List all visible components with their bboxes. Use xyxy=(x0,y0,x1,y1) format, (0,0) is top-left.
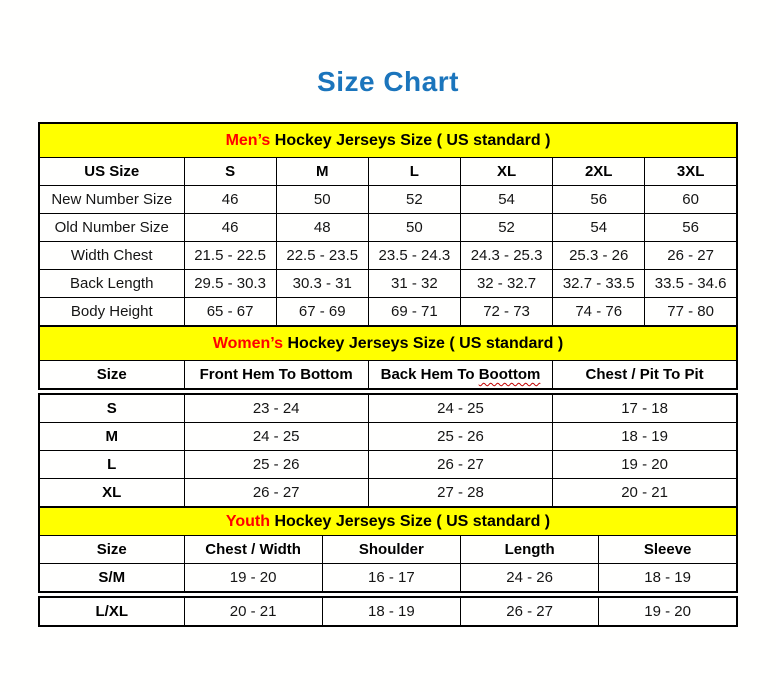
value-cell: 56 xyxy=(645,214,737,242)
row-label-cell: XL xyxy=(39,479,184,508)
column-header-cell: Sleeve xyxy=(599,536,737,564)
value-cell: 54 xyxy=(553,214,645,242)
value-cell: 23.5 - 24.3 xyxy=(368,242,460,270)
row-label-cell: S xyxy=(39,394,184,423)
section-youth-sizes xyxy=(38,506,738,627)
men-size-table xyxy=(38,122,738,327)
section-banner-row xyxy=(39,123,737,158)
youth-size-table xyxy=(38,506,738,593)
value-cell: 72 - 73 xyxy=(460,298,552,327)
column-header-cell: US Size xyxy=(39,158,184,186)
value-cell: 18 - 19 xyxy=(322,597,460,626)
table-row xyxy=(39,451,737,479)
column-header-cell: 3XL xyxy=(645,158,737,186)
section-banner-row xyxy=(39,507,737,536)
table-row xyxy=(39,186,737,214)
value-cell: 32 - 32.7 xyxy=(460,270,552,298)
value-cell: 21.5 - 22.5 xyxy=(184,242,276,270)
value-cell: 26 - 27 xyxy=(461,597,599,626)
row-label-cell: L/XL xyxy=(39,597,184,626)
value-cell: 67 - 69 xyxy=(276,298,368,327)
value-cell: 24.3 - 25.3 xyxy=(460,242,552,270)
column-header-cell: L xyxy=(368,158,460,186)
value-cell: 22.5 - 23.5 xyxy=(276,242,368,270)
banner-highlight-text: Men’s xyxy=(225,131,271,149)
value-cell: 18 - 19 xyxy=(553,423,737,451)
banner-text: Hockey Jerseys Size ( US standard ) xyxy=(283,334,564,352)
column-header-cell: S xyxy=(184,158,276,186)
row-label-cell: Width Chest xyxy=(39,242,184,270)
value-cell: 18 - 19 xyxy=(599,564,737,593)
page-title: Size Chart xyxy=(317,66,459,97)
table-row xyxy=(39,214,737,242)
women-section-banner xyxy=(39,326,737,361)
table-row xyxy=(39,242,737,270)
column-header-cell: Length xyxy=(461,536,599,564)
value-cell: 30.3 - 31 xyxy=(276,270,368,298)
value-cell: 24 - 25 xyxy=(184,423,368,451)
value-cell: 46 xyxy=(184,186,276,214)
column-header-cell: XL xyxy=(460,158,552,186)
value-cell: 48 xyxy=(276,214,368,242)
value-cell: 25.3 - 26 xyxy=(553,242,645,270)
value-cell: 17 - 18 xyxy=(553,394,737,423)
men-section-banner xyxy=(39,123,737,158)
column-header-cell: Front Hem To Bottom xyxy=(184,361,368,390)
table-row xyxy=(39,298,737,327)
value-cell: 25 - 26 xyxy=(184,451,368,479)
column-header-cell: Chest / Width xyxy=(184,536,322,564)
value-cell: 74 - 76 xyxy=(553,298,645,327)
row-label-cell: S/M xyxy=(39,564,184,593)
value-cell: 16 - 17 xyxy=(322,564,460,593)
misspelled-word-spellcheck: Boottom xyxy=(478,366,541,383)
table-row xyxy=(39,597,737,626)
row-label-cell: Back Length xyxy=(39,270,184,298)
column-header-row xyxy=(39,158,737,186)
value-cell: 33.5 - 34.6 xyxy=(645,270,737,298)
value-cell: 19 - 20 xyxy=(184,564,322,593)
youth-section-banner xyxy=(39,507,737,536)
section-banner-row xyxy=(39,326,737,361)
column-header-cell: M xyxy=(276,158,368,186)
row-label-cell: M xyxy=(39,423,184,451)
column-header-cell: Size xyxy=(39,536,184,564)
section-mens-sizes xyxy=(38,122,738,327)
table-row xyxy=(39,423,737,451)
value-cell: 52 xyxy=(460,214,552,242)
value-cell: 20 - 21 xyxy=(184,597,322,626)
column-header-cell: 2XL xyxy=(553,158,645,186)
value-cell: 52 xyxy=(368,186,460,214)
row-label-cell: L xyxy=(39,451,184,479)
column-header-row xyxy=(39,536,737,564)
value-cell: 54 xyxy=(460,186,552,214)
value-cell: 69 - 71 xyxy=(368,298,460,327)
value-cell: 27 - 28 xyxy=(368,479,552,508)
table-row xyxy=(39,564,737,593)
banner-text: Hockey Jerseys Size ( US standard ) xyxy=(270,512,551,530)
value-cell: 26 - 27 xyxy=(645,242,737,270)
value-cell: 32.7 - 33.5 xyxy=(553,270,645,298)
column-header-cell: Shoulder xyxy=(322,536,460,564)
value-cell: 31 - 32 xyxy=(368,270,460,298)
table-row xyxy=(39,479,737,508)
value-cell: 20 - 21 xyxy=(553,479,737,508)
row-label-cell: New Number Size xyxy=(39,186,184,214)
value-cell: 50 xyxy=(368,214,460,242)
women-size-table xyxy=(38,325,738,390)
value-cell: 26 - 27 xyxy=(184,479,368,508)
banner-highlight-text: Youth xyxy=(225,512,270,530)
section-womens-sizes xyxy=(38,325,738,508)
table-row xyxy=(39,394,737,423)
row-label-cell: Body Height xyxy=(39,298,184,327)
value-cell: 19 - 20 xyxy=(599,597,737,626)
value-cell: 19 - 20 xyxy=(553,451,737,479)
size-chart-sheet xyxy=(38,122,738,627)
value-cell: 29.5 - 30.3 xyxy=(184,270,276,298)
value-cell: 65 - 67 xyxy=(184,298,276,327)
banner-highlight-text: Women’s xyxy=(212,334,284,352)
value-cell: 46 xyxy=(184,214,276,242)
column-header-cell xyxy=(368,361,552,390)
value-cell: 56 xyxy=(553,186,645,214)
column-header-text: Back Hem To xyxy=(380,366,479,383)
banner-text: Hockey Jerseys Size ( US standard ) xyxy=(270,131,551,149)
value-cell: 60 xyxy=(645,186,737,214)
value-cell: 50 xyxy=(276,186,368,214)
row-label-cell: Old Number Size xyxy=(39,214,184,242)
value-cell: 77 - 80 xyxy=(645,298,737,327)
youth-size-table xyxy=(38,596,738,627)
value-cell: 26 - 27 xyxy=(368,451,552,479)
column-header-cell: Size xyxy=(39,361,184,390)
value-cell: 24 - 25 xyxy=(368,394,552,423)
column-header-cell: Chest / Pit To Pit xyxy=(553,361,737,390)
women-size-table xyxy=(38,393,738,508)
value-cell: 24 - 26 xyxy=(461,564,599,593)
value-cell: 25 - 26 xyxy=(368,423,552,451)
value-cell: 23 - 24 xyxy=(184,394,368,423)
column-header-row xyxy=(39,361,737,390)
table-row xyxy=(39,270,737,298)
